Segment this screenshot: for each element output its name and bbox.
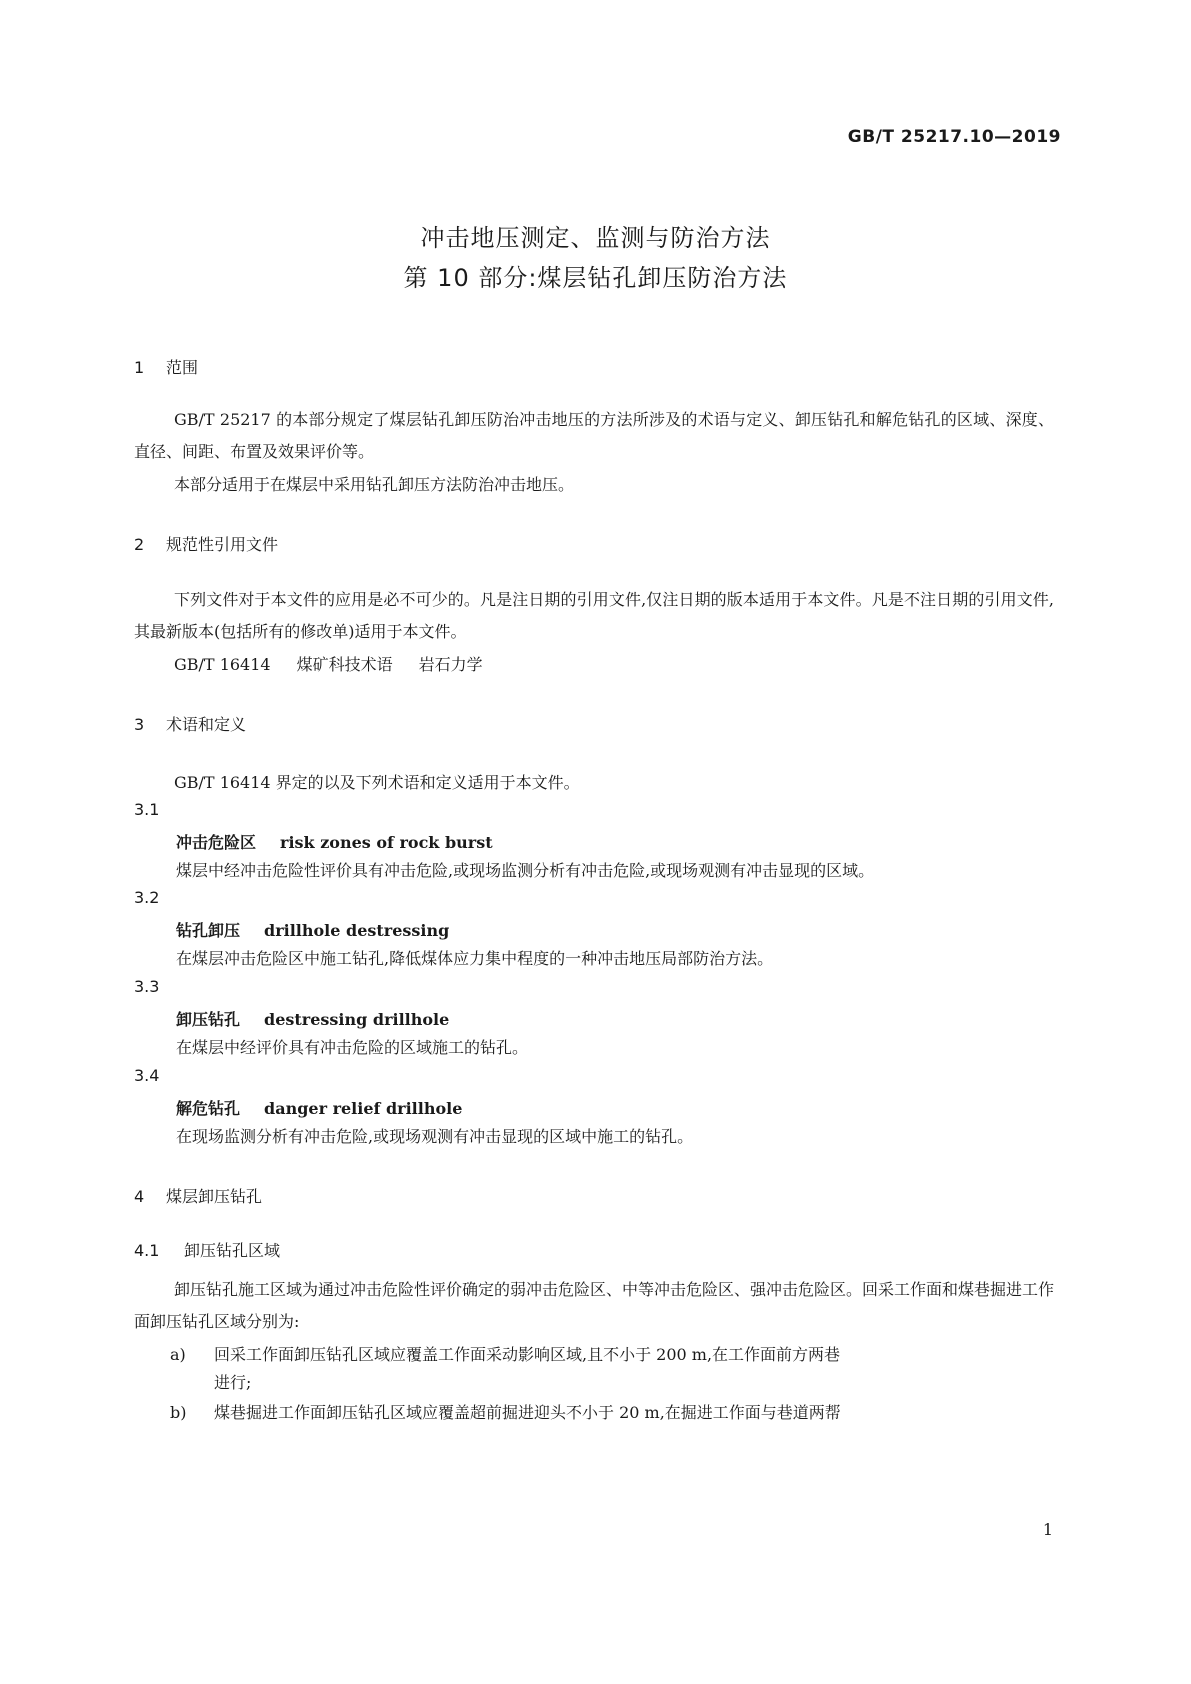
section-4-1-heading bbox=[134, 1238, 280, 1261]
section-3-heading bbox=[134, 712, 246, 735]
section-2-heading bbox=[134, 532, 278, 555]
term-heading bbox=[176, 918, 449, 941]
section-1-heading bbox=[134, 355, 198, 378]
term-definition: 在煤层冲击危险区中施工钻孔,降低煤体应力集中程度的一种冲击地压局部防治方法。 bbox=[176, 949, 774, 968]
list-item-a bbox=[170, 1342, 840, 1365]
normative-reference bbox=[174, 652, 509, 675]
term-definition: 在现场监测分析有冲击危险,或现场观测有冲击显现的区域中施工的钻孔。 bbox=[176, 1127, 694, 1146]
term-en: destressing drillhole bbox=[264, 1010, 450, 1029]
section-3-intro: GB/T 16414 界定的以及下列术语和定义适用于本文件。 bbox=[174, 773, 580, 792]
term-en: drillhole destressing bbox=[264, 921, 450, 940]
term-heading bbox=[176, 1007, 449, 1030]
term-zh: 冲击危险区 bbox=[176, 833, 257, 852]
list-item-text: 煤巷掘进工作面卸压钻孔区域应覆盖超前掘进迎头不小于 20 m,在掘进工作面与巷道两帮 bbox=[214, 1403, 841, 1422]
reference-code: GB/T 16414 bbox=[174, 655, 271, 674]
reference-title-2: 岩石力学 bbox=[418, 655, 483, 674]
list-item-label: b) bbox=[170, 1403, 187, 1422]
section-title: 煤层卸压钻孔 bbox=[166, 1187, 263, 1206]
section-number: 1 bbox=[134, 358, 145, 377]
subsection-number: 4.1 bbox=[134, 1241, 160, 1260]
section-1-paragraph-1: GB/T 25217 的本部分规定了煤层钻孔卸压防治冲击地压的方法所涉及的术语与定义、卸压钻孔和解危钻孔的区域、深度、直径、间距、布置及效果评价等。 bbox=[134, 410, 1054, 461]
list-item-label: a) bbox=[170, 1345, 186, 1364]
document-title-line1: 冲击地压测定、监测与防治方法 bbox=[420, 224, 771, 252]
section-title: 术语和定义 bbox=[166, 715, 247, 734]
term-number: 3.1 bbox=[134, 800, 160, 819]
section-number: 2 bbox=[134, 535, 145, 554]
term-number: 3.3 bbox=[134, 977, 160, 996]
term-en: danger relief drillhole bbox=[264, 1099, 463, 1118]
list-item-a-continuation: 进行; bbox=[214, 1373, 252, 1392]
section-title: 范围 bbox=[166, 358, 199, 377]
term-heading bbox=[176, 830, 493, 853]
section-1-paragraph-2: 本部分适用于在煤层中采用钻孔卸压方法防治冲击地压。 bbox=[174, 475, 575, 494]
term-zh: 卸压钻孔 bbox=[176, 1010, 241, 1029]
page-number: 1 bbox=[1042, 1520, 1053, 1539]
list-item-b bbox=[170, 1400, 841, 1423]
term-number: 3.4 bbox=[134, 1066, 160, 1085]
term-zh: 钻孔卸压 bbox=[176, 921, 241, 940]
section-4-1-paragraph: 卸压钻孔施工区域为通过冲击危险性评价确定的弱冲击危险区、中等冲击危险区、强冲击危险区。回采工作面和煤巷掘进工作面卸压钻孔区域分别为: bbox=[134, 1280, 1055, 1331]
term-en: risk zones of rock burst bbox=[280, 833, 493, 852]
section-number: 4 bbox=[134, 1187, 145, 1206]
list-item-text: 回采工作面卸压钻孔区域应覆盖工作面采动影响区域,且不小于 200 m,在工作面前方两巷 bbox=[214, 1345, 841, 1364]
subsection-title: 卸压钻孔区域 bbox=[184, 1241, 281, 1260]
document-title-line2: 第 10 部分:煤层钻孔卸压防治方法 bbox=[403, 264, 788, 292]
term-definition: 在煤层中经评价具有冲击危险的区域施工的钻孔。 bbox=[176, 1038, 529, 1057]
reference-title-1: 煤矿科技术语 bbox=[296, 655, 393, 674]
term-definition: 煤层中经冲击危险性评价具有冲击危险,或现场监测分析有冲击危险,或现场观测有冲击显现的区域。 bbox=[176, 861, 875, 880]
term-number: 3.2 bbox=[134, 888, 160, 907]
term-zh: 解危钻孔 bbox=[176, 1099, 241, 1118]
term-heading bbox=[176, 1096, 462, 1119]
standard-code: GB/T 25217.10—2019 bbox=[847, 127, 1061, 147]
section-2-paragraph-1: 下列文件对于本文件的应用是必不可少的。凡是注日期的引用文件,仅注日期的版本适用于本文件。凡是不注日期的引用文件,其最新版本(包括所有的修改单)适用于本文件。 bbox=[134, 590, 1054, 641]
section-4-heading bbox=[134, 1184, 262, 1207]
section-number: 3 bbox=[134, 715, 145, 734]
section-title: 规范性引用文件 bbox=[166, 535, 279, 554]
